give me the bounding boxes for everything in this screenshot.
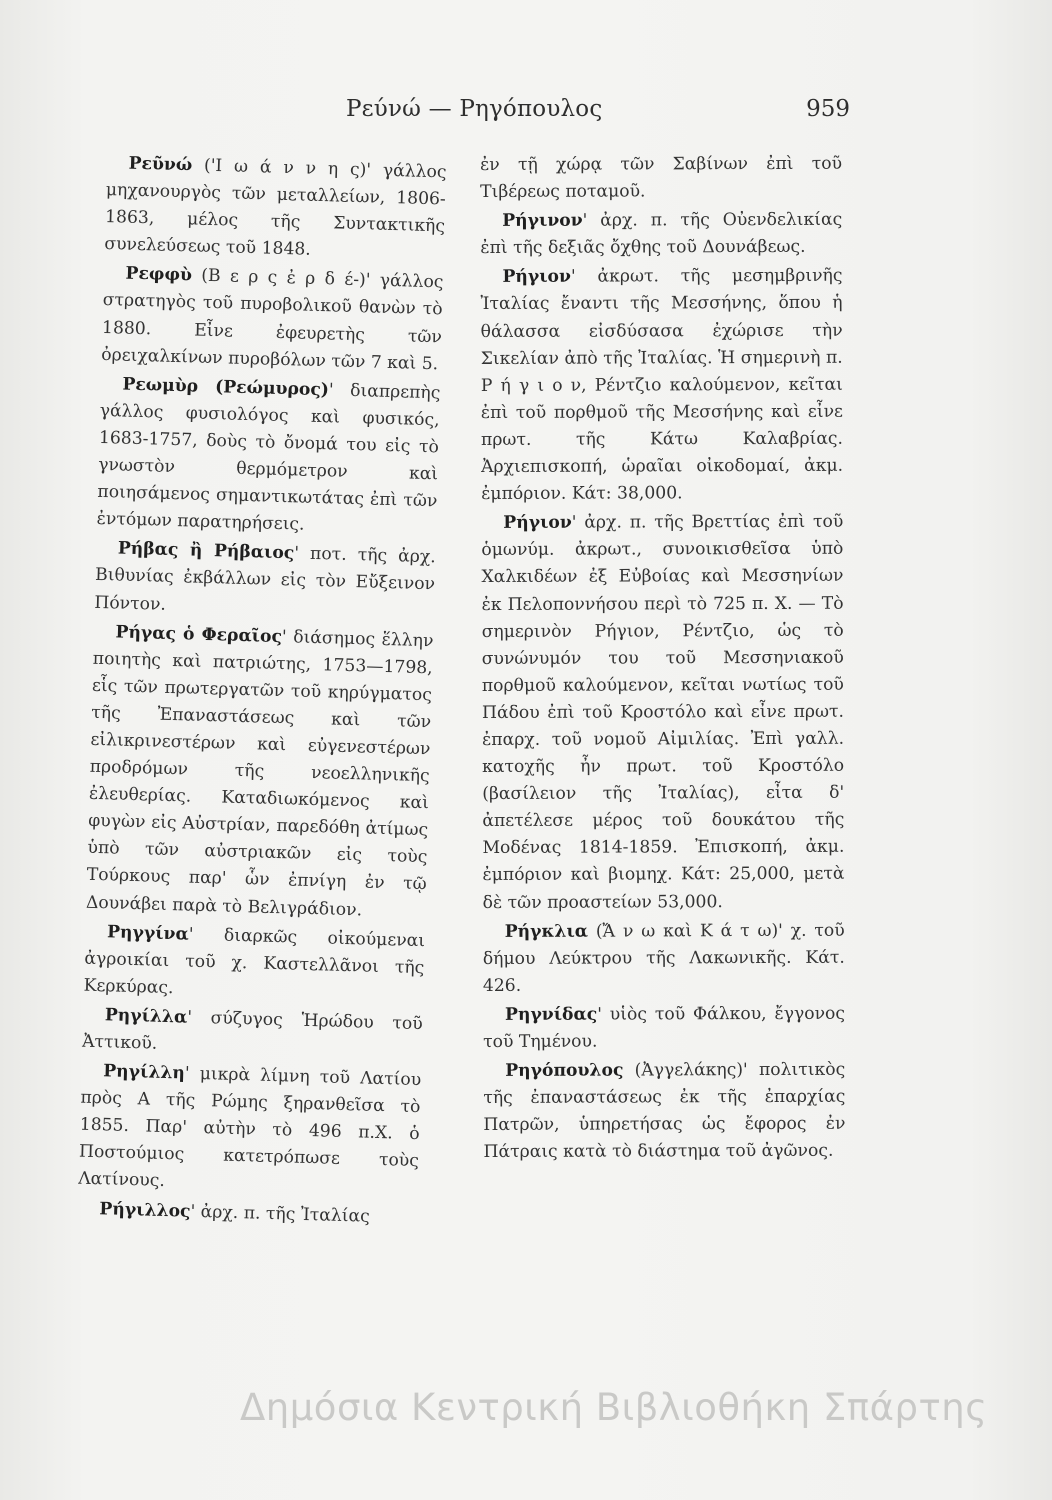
entry-headword: Ρήβας ἢ Ρήβαιος [117, 538, 295, 564]
entry-headword: Ρηγίλλη [102, 1061, 186, 1084]
entry-text: ' υἱὸς τοῦ Φάλκου, ἔγγονος τοῦ Τημένου. [483, 1003, 846, 1052]
entry-headword: Ρηγγίνα [106, 921, 190, 945]
entry-text: ' διαπρεπὴς γάλλος φυσιολόγος καὶ φυσικός, 1683-1757, δοὺς τὸ ὄνομά του εἰς τὸ γνωστὸν θερμόμετρον καὶ ποιησάμενος σημαντικωτάτας ἐπὶ τῶν ἐντόμων παρατηρήσεις. [96, 380, 441, 535]
dictionary-entry [83, 918, 425, 1009]
dictionary-entry [483, 1001, 845, 1056]
entry-headword: Ρεῦνώ [128, 153, 193, 176]
entry-text: ' ἀρχ. π. τῆς Ἰταλίας [190, 1201, 371, 1227]
entry-headword: Ρήγιον [503, 512, 572, 534]
dictionary-entry [483, 917, 845, 1000]
entry-headword: Ρήγιλλος [99, 1198, 191, 1222]
right-column [480, 151, 846, 1169]
entry-text: ἐν τῇ χώρᾳ τῶν Σαβίνων ἐπὶ τοῦ Τιβέρεως ποταμοῦ. [480, 153, 843, 203]
dictionary-entry [483, 1057, 845, 1167]
entry-headword: Ρήγκλια [504, 921, 589, 942]
entry-text: ' ποτ. τῆς ἀρχ. Βιθυνίας ἐκβάλλων εἰς τὸν Εὔξεινον Πόντον. [94, 543, 437, 615]
entry-text: ('Ι ω ά ν ν η ς)' γάλλος μηχανουργὸς τῶν μεταλλείων, 1806-1863, μέλος τῆς Συντακτικῆς συνελεύσεως τοῦ 1848. [104, 155, 447, 261]
entry-headword: Ρεφφὺ [125, 263, 193, 286]
entry-headword: Ρήγινον [502, 210, 583, 232]
dictionary-entry [86, 618, 434, 925]
entry-text: ' διαρκῶς οἰκούμεναι ἀγροικίαι τοῦ χ. Καστελλᾶνοι τῆς Κερκύρας. [83, 924, 426, 998]
entry-text: ' ἀρχ. π. τῆς Βρεττίας ἐπὶ τοῦ ὁμωνύμ. ἀκρωτ., συνοικισθεῖσα ὑπὸ Χαλκιδέων ἐξ Εὐβοίας καὶ Μεσσηνίων ἐκ Πελοποννήσου περὶ τὸ 725 π. Χ. — Τὸ σημερινὸν Ρήγιον, Ρέντζιο, ὡς τὸ συνώνυμόν του τοῦ Μεσσηνιακοῦ πορθμοῦ καλούμενον, κεῖται νωτίως τοῦ Πάδου ἐπὶ τοῦ Κροστόλο καὶ εἶνε πρωτ. ἐπαρχ. τοῦ νομοῦ Αἰμιλίας. Ἐπὶ γαλλ. κατοχῆς ἦν πρωτ. τοῦ Κροστόλο (βασίλειον τῆς Ἰταλίας), εἶτα δ' ἀπετέλεσε μέρος τοῦ δουκάτου τῆς Μοδένας 1814-1859. Ἐπισκοπή, ἀκμ. ἐμπόριον καὶ βιομηχ. Κάτ: 25,000, μετὰ δὲ τῶν προαστείων 53,000. [481, 511, 845, 913]
entry-text: (Ἀγγελάκης)' πολιτικὸς τῆς ἐπαναστάσεως ἐκ τῆς ἐπαρχίας Πατρῶν, ὑπηρετήσας ὡς ἔφορος ἐν Πάτραις κατὰ τὸ διάστημα τοῦ ἀγῶνος. [483, 1059, 846, 1163]
library-watermark: Δημόσια Κεντρική Βιβλιοθήκη Σπάρτης [240, 1386, 988, 1429]
entry-headword: Ρήγιον [502, 267, 571, 288]
entry-headword: Ρηγόπουλος [505, 1060, 624, 1082]
dictionary-entry [104, 150, 447, 268]
entry-headword: Ρήγας ὁ Φεραῖος [115, 622, 283, 647]
entry-text: ' σύζυγος Ἡρώδου τοῦ Ἀττικοῦ. [81, 1007, 423, 1054]
entry-headword: Ρεωμὺρ (Ρεώμυρος) [122, 374, 330, 401]
page-number: 959 [806, 96, 850, 122]
dictionary-entry [78, 1058, 422, 1203]
running-head: Ρεύνώ — Ρηγόπουλος [346, 96, 603, 122]
continued-entry [480, 151, 842, 206]
dictionary-entry [480, 207, 842, 262]
dictionary-entry [480, 263, 843, 508]
entry-text: ' μικρὰ λίμνη τοῦ Λατίου πρὸς Α τῆς Ρώμης ξηρανθεῖσα τὸ 1855. Παρ' αὐτὴν τὸ 496 π.Χ. ὁ Ποστούμιος κατετρόπωσε τοὺς Λατίνους. [77, 1063, 422, 1192]
entry-text: ' ἀρχ. π. τῆς Οὐενδελικίας ἐπὶ τῆς δεξιᾶς ὄχθης τοῦ Δουνάβεως. [480, 209, 843, 259]
entry-text: (Β ε ρ ς ἐ ρ δ έ-)' γάλλος στρατηγὸς τοῦ πυροβολικοῦ θανὼν τὸ 1880. Εἶνε ἐφευρετὴς τῶν ὀρειχαλκίνων πυροβόλων τῶν 7 καὶ 5. [101, 265, 444, 374]
entry-headword: Ρηγνίδας [504, 1004, 598, 1025]
left-column [77, 150, 447, 1234]
dictionary-entry [481, 509, 844, 917]
page-header [110, 96, 850, 136]
entry-headword: Ρηγίλλα [104, 1005, 188, 1028]
entry-text: ' ἀκρωτ. τῆς μεσημβρινῆς Ἰταλίας ἔναντι τῆς Μεσσήνης, ὅπου ἡ θάλασσα εἰσδύσασα ἐχώρισε τὴν Σικελίαν ἀπὸ τῆς Ἰταλίας. Ἡ σημερινὴ π. Ρ ή γ ι ο ν, Ρέντζιο καλούμενον, κεῖται ἐπὶ τοῦ πορθμοῦ τῆς Μεσσήνης καὶ εἶνε πρωτ. τῆς Κάτω Καλαβρίας. Ἀρχιεπισκοπή, ὡραῖαι οἰκοδομαί, ἀκμ. ἐμπόριον. Κάτ: 38,000. [480, 266, 844, 505]
entry-text: ' διάσημος ἕλλην ποιητὴς καὶ πατριώτης, 1753—1798, εἷς τῶν πρωτεργατῶν τοῦ κηρύγματος τῆς Ἐπαναστάσεως καὶ τῶν εἰλικρινεστέρων καὶ εὐγενεστέρων προδρόμων τῆς νεοελληνικῆς ἐλευθερίας. Καταδιωκόμενος καὶ φυγὼν εἰς Αὐστρίαν, παρεδόθη ἀτίμως ὑπὸ τῶν αὐστριακῶν εἰς τοὺς Τούρκους παρ' ὧν ἐπνίγη ἐν τῷ Δουνάβει παρὰ τὸ Βελιγράδιον. [85, 626, 434, 920]
dictionary-entry [96, 371, 440, 543]
entry-text: (Ἄ ν ω καὶ Κ ά τ ω)' χ. τοῦ δήμου Λεύκτρου τῆς Λακωνικῆς. Κάτ. 426. [482, 920, 845, 996]
dictionary-entry [82, 1002, 423, 1066]
dictionary-entry [94, 535, 436, 626]
dictionary-entry [101, 260, 444, 378]
